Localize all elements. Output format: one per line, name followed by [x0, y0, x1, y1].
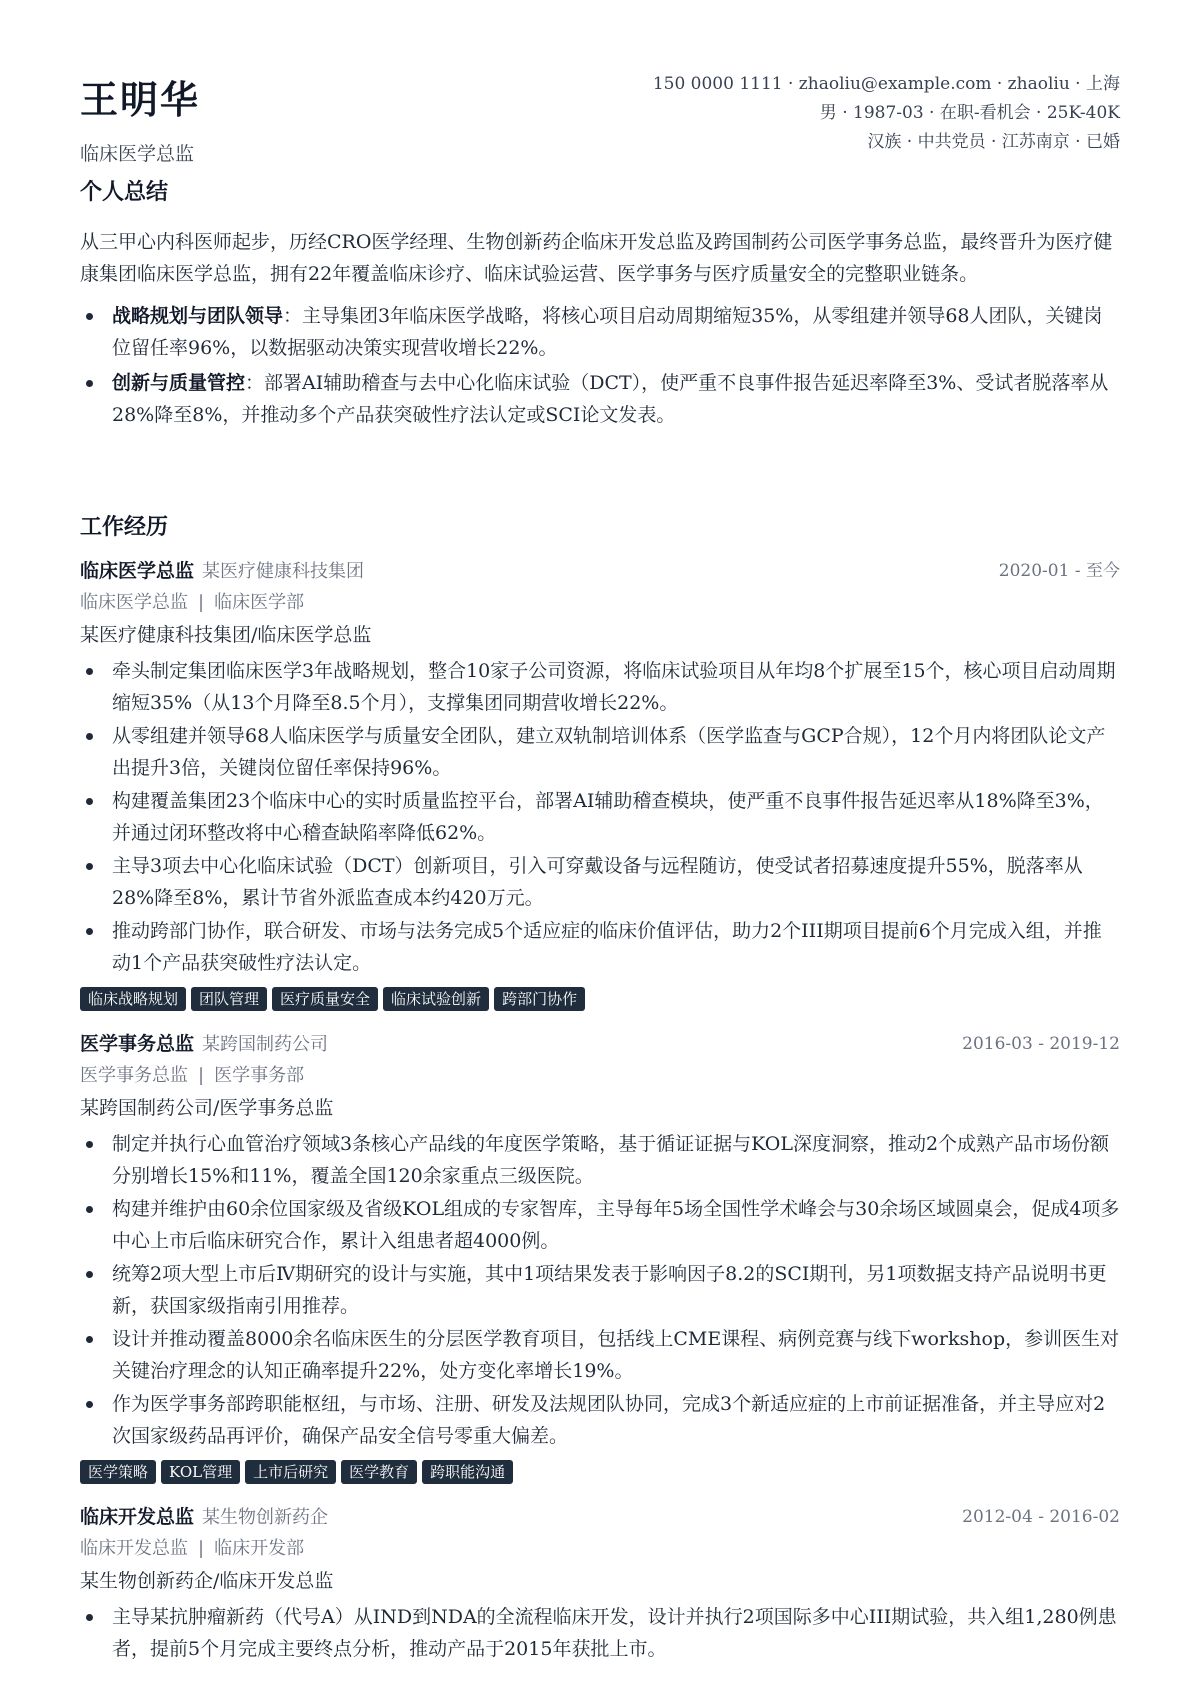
job-bullet: 主导3项去中心化临床试验（DCT）创新项目，引入可穿戴设备与远程随访，使受试者招募速度提升55%，脱落率从28%降至8%，累计节省外派监查成本约420万元。 — [80, 850, 1120, 914]
job-department: 临床医学部 — [214, 592, 305, 613]
skill-tag: 临床试验创新 — [383, 987, 489, 1011]
skill-tags — [80, 987, 1120, 1013]
job-meta-separator: | — [198, 592, 205, 613]
summary-section — [80, 226, 1120, 434]
job-role: 医学事务总监 — [80, 1065, 188, 1086]
job-company: 某生物创新药企 — [202, 1507, 329, 1528]
job-entry — [80, 1502, 1120, 1665]
skill-tag: 临床战略规划 — [80, 987, 186, 1011]
job-role: 临床医学总监 — [80, 592, 188, 613]
resume-header — [80, 0, 1120, 165]
job-meta — [80, 586, 1120, 619]
job-company: 某跨国制药公司 — [202, 1034, 329, 1055]
summary-bullet — [80, 300, 1120, 364]
job-bullet: 主导某抗肿瘤新药（代号A）从IND到NDA的全流程临床开发，设计并执行2项国际多中心III期试验，共入组1,280例患者，提前5个月完成主要终点分析，推动产品于2015年获批上市。 — [80, 1601, 1120, 1665]
job-org: 某医疗健康科技集团/临床医学总监 — [80, 624, 372, 646]
job-company: 某医疗健康科技集团 — [202, 561, 365, 582]
skill-tags — [80, 1460, 1120, 1486]
summary-bullet-label: 战略规划与团队领导 — [112, 305, 284, 327]
contact-info — [653, 70, 1120, 157]
job-date: 2020-01 - 至今 — [998, 561, 1120, 581]
job-header — [80, 1502, 1120, 1532]
summary-paragraph: 从三甲心内科医师起步，历经CRO医学经理、生物创新药企临床开发总监及跨国制药公司医学事务总监，最终晋升为医疗健康集团临床医学总监，拥有22年覆盖临床诊疗、临床试验运营、医学事务与医疗质量安全的完整职业链条。 — [80, 231, 1113, 285]
contact-line: 汉族 · 中共党员 · 江苏南京 · 已婚 — [867, 132, 1120, 152]
summary-section-title: 个人总结 — [80, 179, 169, 205]
candidate-headline: 临床医学总监 — [80, 143, 195, 165]
job-bullets — [80, 1128, 1120, 1452]
job-bullet: 构建并维护由60余位国家级及省级KOL组成的专家智库，主导每年5场全国性学术峰会与30余场区域圆桌会，促成4项多中心上市后临床研究合作，累计入组患者超4000例。 — [80, 1193, 1120, 1257]
job-org: 某生物创新药企/临床开发总监 — [80, 1570, 334, 1592]
job-role: 临床开发总监 — [80, 1538, 188, 1559]
candidate-name: 王明华 — [80, 77, 201, 122]
summary-bullet-text: ：部署AI辅助稽查与去中心化临床试验（DCT），使严重不良事件报告延迟率降至3%、受试者脱落率从28%降至8%，并推动多个产品获突破性疗法认定或SCI论文发表。 — [112, 372, 1109, 426]
summary-bullets — [80, 300, 1120, 431]
skill-tag: KOL管理 — [161, 1460, 240, 1484]
job-department: 临床开发部 — [214, 1538, 305, 1559]
job-entry — [80, 1029, 1120, 1486]
skill-tag: 跨职能沟通 — [422, 1460, 513, 1484]
job-bullets — [80, 1601, 1120, 1665]
skill-tag: 团队管理 — [191, 987, 267, 1011]
experience-list — [80, 556, 1120, 1681]
job-bullet: 推动跨部门协作，联合研发、市场与法务完成5个适应症的临床价值评估，助力2个III期项目提前6个月完成入组，并推动1个产品获突破性疗法认定。 — [80, 915, 1120, 979]
skill-tag: 医学教育 — [341, 1460, 417, 1484]
job-meta-separator: | — [198, 1065, 205, 1086]
contact-line: 男 · 1987-03 · 在职-看机会 · 25K-40K — [819, 103, 1120, 123]
job-title: 临床医学总监 — [80, 560, 195, 582]
job-bullet: 构建覆盖集团23个临床中心的实时质量监控平台，部署AI辅助稽查模块，使严重不良事件报告延迟率从18%降至3%，并通过闭环整改将中心稽查缺陷率降低62%。 — [80, 785, 1120, 849]
job-org: 某跨国制药公司/医学事务总监 — [80, 1097, 334, 1119]
skill-tag: 跨部门协作 — [494, 987, 585, 1011]
skill-tag: 上市后研究 — [245, 1460, 336, 1484]
job-date: 2012-04 - 2016-02 — [962, 1507, 1120, 1527]
experience-section-title: 工作经历 — [80, 514, 169, 540]
job-department: 医学事务部 — [214, 1065, 305, 1086]
skill-tag: 医学策略 — [80, 1460, 156, 1484]
job-bullet: 制定并执行心血管治疗领域3条核心产品线的年度医学策略，基于循证证据与KOL深度洞察，推动2个成熟产品市场份额分别增长15%和11%，覆盖全国120余家重点三级医院。 — [80, 1128, 1120, 1192]
job-title: 医学事务总监 — [80, 1033, 195, 1055]
job-bullet: 从零组建并领导68人临床医学与质量安全团队，建立双轨制培训体系（医学监查与GCP合规），12个月内将团队论文产出提升3倍，关键岗位留任率保持96%。 — [80, 720, 1120, 784]
job-bullet: 牵头制定集团临床医学3年战略规划，整合10家子公司资源，将临床试验项目从年均8个扩展至15个，核心项目启动周期缩短35%（从13个月降至8.5个月），支撑集团同期营收增长22%。 — [80, 655, 1120, 719]
job-meta-separator: | — [198, 1538, 205, 1559]
job-entry — [80, 556, 1120, 1013]
job-bullets — [80, 655, 1120, 979]
summary-bullet-label: 创新与质量管控 — [112, 372, 246, 394]
summary-bullet — [80, 367, 1120, 431]
job-bullet: 作为医学事务部跨职能枢纽，与市场、注册、研发及法规团队协同，完成3个新适应症的上市前证据准备，并主导应对2次国家级药品再评价，确保产品安全信号零重大偏差。 — [80, 1388, 1120, 1452]
job-meta — [80, 1532, 1120, 1565]
job-header — [80, 1029, 1120, 1059]
job-date: 2016-03 - 2019-12 — [962, 1034, 1120, 1054]
job-meta — [80, 1059, 1120, 1092]
job-header — [80, 556, 1120, 586]
job-bullet: 设计并推动覆盖8000余名临床医生的分层医学教育项目，包括线上CME课程、病例竞赛与线下workshop，参训医生对关键治疗理念的认知正确率提升22%，处方变化率增长19%。 — [80, 1323, 1120, 1387]
summary-bullet-text: ：主导集团3年临床医学战略，将核心项目启动周期缩短35%，从零组建并领导68人团队，关键岗位留任率96%，以数据驱动决策实现营收增长22%。 — [112, 305, 1103, 359]
job-title: 临床开发总监 — [80, 1506, 195, 1528]
job-bullet: 统筹2项大型上市后Ⅳ期研究的设计与实施，其中1项结果发表于影响因子8.2的SCI期刊，另1项数据支持产品说明书更新，获国家级指南引用推荐。 — [80, 1258, 1120, 1322]
contact-line: 150 0000 1111 · zhaoliu@example.com · zhaoliu · 上海 — [652, 74, 1120, 94]
skill-tag: 医疗质量安全 — [272, 987, 378, 1011]
